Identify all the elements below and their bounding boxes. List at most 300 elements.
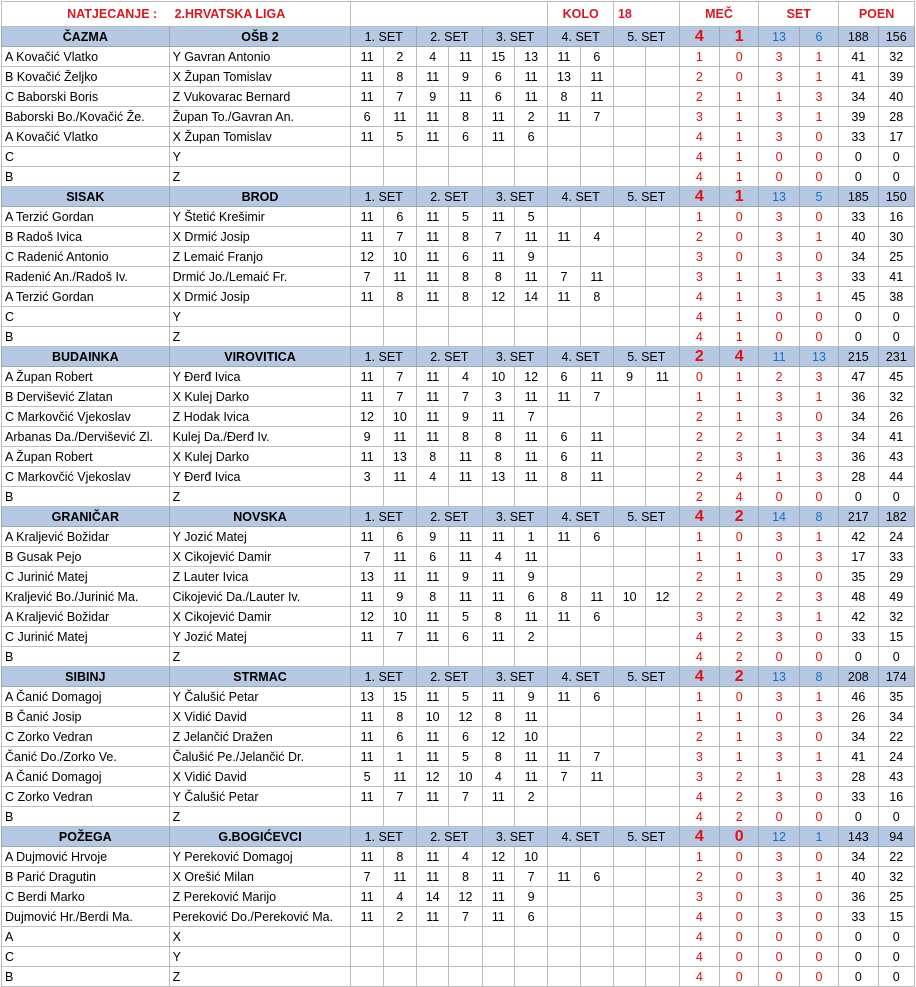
away-player: Y Čalušić Petar: [169, 687, 351, 707]
set-score: [646, 607, 679, 627]
running-match-home: 1: [679, 547, 719, 567]
sets-total-home: 13: [759, 27, 799, 47]
game-sets-away: 0: [799, 807, 838, 827]
set-score: 6: [383, 527, 416, 547]
game-sets-home: 0: [759, 707, 799, 727]
set-score: 11: [417, 747, 449, 767]
game-row: [2, 867, 915, 887]
set-score: 11: [417, 287, 449, 307]
game-sets-home: 3: [759, 127, 799, 147]
set-score: 11: [482, 527, 514, 547]
game-sets-away: 1: [799, 387, 838, 407]
home-player: A Dujmović Hrvoje: [2, 847, 170, 867]
home-player: B Dervišević Zlatan: [2, 387, 170, 407]
home-player: B Parić Dragutin: [2, 867, 170, 887]
game-row: [2, 107, 915, 127]
game-sets-away: 0: [799, 327, 838, 347]
game-row: [2, 927, 915, 947]
running-match-home: 4: [679, 307, 719, 327]
game-row: [2, 527, 915, 547]
set-header: 3. SET: [482, 187, 548, 207]
away-player: Z Vukovarac Bernard: [169, 87, 351, 107]
results-table: [1, 1, 915, 987]
game-sets-away: 0: [799, 847, 838, 867]
set-score: 8: [482, 607, 514, 627]
game-sets-away: 1: [799, 867, 838, 887]
game-points-home: 36: [839, 447, 878, 467]
set-header: 5. SET: [613, 347, 679, 367]
set-score: 11: [417, 387, 449, 407]
set-score: [613, 327, 645, 347]
set-score: [417, 327, 449, 347]
sets-total-away: 1: [799, 827, 838, 847]
set-score: [613, 207, 645, 227]
away-team: OŠB 2: [169, 27, 351, 47]
game-row: [2, 147, 915, 167]
set-score: [646, 107, 679, 127]
game-sets-home: 3: [759, 567, 799, 587]
set-header: 3. SET: [482, 667, 548, 687]
set-score: [613, 387, 645, 407]
set-score: 9: [351, 427, 383, 447]
game-sets-home: 1: [759, 87, 799, 107]
set-score: 10: [383, 407, 416, 427]
set-score: 6: [580, 867, 613, 887]
set-score: 11: [580, 427, 613, 447]
set-score: [613, 627, 645, 647]
set-score: 11: [548, 227, 580, 247]
set-score: [417, 307, 449, 327]
set-score: 8: [449, 267, 482, 287]
game-points-home: 28: [839, 767, 878, 787]
set-score: 11: [351, 387, 383, 407]
set-score: 11: [351, 787, 383, 807]
set-score: 4: [449, 367, 482, 387]
set-score: 8: [548, 87, 580, 107]
set-score: 5: [449, 607, 482, 627]
set-score: 10: [514, 727, 547, 747]
running-match-away: 2: [720, 427, 759, 447]
set-score: 11: [417, 427, 449, 447]
game-points-home: 28: [839, 467, 878, 487]
set-score: 4: [383, 887, 416, 907]
set-score: 11: [351, 747, 383, 767]
game-points-home: 0: [839, 147, 878, 167]
set-header: 5. SET: [613, 27, 679, 47]
home-player: A Čanić Domagoj: [2, 767, 170, 787]
match-header-row: [2, 667, 915, 687]
set-score: 11: [548, 747, 580, 767]
away-team: NOVSKA: [169, 507, 351, 527]
set-score: 11: [482, 587, 514, 607]
set-score: 6: [580, 607, 613, 627]
set-score: 11: [351, 887, 383, 907]
game-sets-away: 0: [799, 207, 838, 227]
game-sets-home: 1: [759, 427, 799, 447]
running-match-away: 4: [720, 487, 759, 507]
set-score: 10: [383, 607, 416, 627]
game-points-home: 33: [839, 127, 878, 147]
game-points-away: 16: [878, 207, 914, 227]
running-match-home: 0: [679, 367, 719, 387]
set-score: 11: [580, 87, 613, 107]
away-player: X Vidić David: [169, 707, 351, 727]
game-sets-away: 1: [799, 107, 838, 127]
set-score: [646, 867, 679, 887]
running-match-away: 0: [720, 227, 759, 247]
set-score: [514, 927, 547, 947]
game-sets-away: 0: [799, 147, 838, 167]
home-player: C Radenić Antonio: [2, 247, 170, 267]
game-sets-away: 3: [799, 547, 838, 567]
game-points-away: 0: [878, 947, 914, 967]
set-score: 11: [514, 227, 547, 247]
game-sets-home: 1: [759, 267, 799, 287]
set-score: 11: [351, 287, 383, 307]
match-score-home: 4: [679, 187, 719, 207]
game-sets-away: 0: [799, 167, 838, 187]
set-score: [580, 927, 613, 947]
home-player: Arbanas Da./Dervišević Zl.: [2, 427, 170, 447]
set-score: [417, 167, 449, 187]
set-score: 11: [351, 127, 383, 147]
game-row: [2, 787, 915, 807]
away-player: X Drmić Josip: [169, 287, 351, 307]
game-row: [2, 227, 915, 247]
game-points-away: 0: [878, 327, 914, 347]
match-score-home: 4: [679, 827, 719, 847]
set-score: 8: [417, 587, 449, 607]
set-score: [646, 647, 679, 667]
away-player: Z: [169, 487, 351, 507]
game-sets-home: 3: [759, 207, 799, 227]
game-points-home: 0: [839, 307, 878, 327]
set-score: 10: [383, 247, 416, 267]
set-score: [351, 147, 383, 167]
running-match-home: 1: [679, 387, 719, 407]
game-points-away: 49: [878, 587, 914, 607]
set-score: 11: [383, 567, 416, 587]
game-row: [2, 247, 915, 267]
set-score: 6: [449, 727, 482, 747]
set-header: 2. SET: [417, 27, 483, 47]
running-match-away: 1: [720, 267, 759, 287]
game-row: [2, 747, 915, 767]
set-score: [417, 947, 449, 967]
running-match-away: 1: [720, 567, 759, 587]
set-score: [580, 907, 613, 927]
running-match-away: 0: [720, 927, 759, 947]
running-match-home: 3: [679, 747, 719, 767]
set-score: [580, 787, 613, 807]
set-score: [351, 927, 383, 947]
game-sets-home: 3: [759, 787, 799, 807]
game-points-home: 36: [839, 387, 878, 407]
set-score: [383, 147, 416, 167]
set-score: [548, 927, 580, 947]
set-header: 3. SET: [482, 27, 548, 47]
results-body: [2, 2, 915, 987]
set-score: 7: [383, 367, 416, 387]
running-match-home: 4: [679, 807, 719, 827]
set-score: [613, 127, 645, 147]
set-score: 7: [449, 387, 482, 407]
set-score: 11: [514, 707, 547, 727]
sets-total-away: 8: [799, 507, 838, 527]
set-score: [548, 407, 580, 427]
set-score: 4: [417, 467, 449, 487]
set-score: 11: [580, 67, 613, 87]
points-total-home: 217: [839, 507, 878, 527]
set-score: [613, 247, 645, 267]
set-score: 9: [449, 407, 482, 427]
match-score-away: 4: [720, 347, 759, 367]
set-score: [383, 167, 416, 187]
set-header: 2. SET: [417, 507, 483, 527]
game-points-away: 0: [878, 167, 914, 187]
running-match-away: 1: [720, 147, 759, 167]
running-match-home: 1: [679, 527, 719, 547]
set-score: [646, 947, 679, 967]
set-score: 11: [514, 467, 547, 487]
game-points-away: 25: [878, 887, 914, 907]
away-team: G.BOGIĆEVCI: [169, 827, 351, 847]
game-points-home: 48: [839, 587, 878, 607]
set-header: 3. SET: [482, 827, 548, 847]
game-points-home: 0: [839, 487, 878, 507]
set-score: 5: [449, 207, 482, 227]
game-sets-home: 2: [759, 587, 799, 607]
game-row: [2, 567, 915, 587]
set-score: [548, 207, 580, 227]
away-player: X Cikojević Damir: [169, 547, 351, 567]
set-score: 1: [514, 527, 547, 547]
game-sets-away: 1: [799, 527, 838, 547]
game-points-away: 0: [878, 927, 914, 947]
set-score: 6: [548, 367, 580, 387]
game-points-home: 0: [839, 647, 878, 667]
game-points-home: 42: [839, 607, 878, 627]
game-sets-home: 3: [759, 407, 799, 427]
game-row: [2, 407, 915, 427]
set-score: [548, 567, 580, 587]
running-match-home: 4: [679, 627, 719, 647]
set-score: [383, 487, 416, 507]
game-points-home: 40: [839, 867, 878, 887]
game-points-home: 0: [839, 807, 878, 827]
game-row: [2, 487, 915, 507]
set-score: [646, 407, 679, 427]
set-score: [351, 647, 383, 667]
home-player: A Čanić Domagoj: [2, 687, 170, 707]
game-sets-home: 0: [759, 927, 799, 947]
home-team: SIBINJ: [2, 667, 170, 687]
away-player: Cikojević Da./Lauter Iv.: [169, 587, 351, 607]
set-score: 11: [417, 207, 449, 227]
set-score: 4: [482, 767, 514, 787]
set-score: [482, 487, 514, 507]
set-score: [417, 927, 449, 947]
home-player: A Kraljević Božidar: [2, 527, 170, 547]
set-header: 5. SET: [613, 187, 679, 207]
set-score: 11: [351, 847, 383, 867]
set-score: [580, 487, 613, 507]
set-score: 12: [351, 247, 383, 267]
set-score: [514, 947, 547, 967]
game-points-home: 34: [839, 407, 878, 427]
match-score-away: 1: [720, 27, 759, 47]
set-score: [613, 267, 645, 287]
match-score-home: 4: [679, 27, 719, 47]
running-match-home: 2: [679, 87, 719, 107]
set-score: 6: [548, 447, 580, 467]
home-player: Kraljević Bo./Jurinić Ma.: [2, 587, 170, 607]
set-score: 6: [580, 687, 613, 707]
sets-total-away: 13: [799, 347, 838, 367]
set-score: 11: [449, 467, 482, 487]
set-score: 14: [417, 887, 449, 907]
game-points-home: 46: [839, 687, 878, 707]
set-score: [646, 167, 679, 187]
game-row: [2, 267, 915, 287]
away-player: Z: [169, 327, 351, 347]
game-points-home: 0: [839, 327, 878, 347]
set-score: 11: [383, 767, 416, 787]
match-header-row: [2, 827, 915, 847]
game-points-away: 0: [878, 647, 914, 667]
game-row: [2, 727, 915, 747]
away-player: X Kulej Darko: [169, 387, 351, 407]
set-score: [417, 487, 449, 507]
running-match-home: 2: [679, 727, 719, 747]
game-sets-home: 3: [759, 107, 799, 127]
set-score: [580, 247, 613, 267]
game-sets-away: 1: [799, 287, 838, 307]
set-score: 4: [449, 847, 482, 867]
set-score: 6: [417, 547, 449, 567]
game-sets-away: 0: [799, 947, 838, 967]
set-label: SET: [759, 2, 839, 27]
set-score: 8: [449, 227, 482, 247]
running-match-home: 3: [679, 247, 719, 267]
set-score: 11: [482, 127, 514, 147]
set-score: 11: [351, 227, 383, 247]
set-score: 11: [417, 847, 449, 867]
round-number: 18: [613, 2, 679, 27]
set-score: [482, 927, 514, 947]
game-sets-home: 3: [759, 867, 799, 887]
set-score: [548, 127, 580, 147]
set-score: 8: [548, 467, 580, 487]
game-sets-home: 3: [759, 687, 799, 707]
set-score: 12: [449, 887, 482, 907]
set-score: 7: [351, 267, 383, 287]
home-player: Baborski Bo./Kovačić Že.: [2, 107, 170, 127]
set-score: [548, 907, 580, 927]
running-match-away: 2: [720, 647, 759, 667]
set-score: [646, 427, 679, 447]
set-score: 8: [449, 107, 482, 127]
game-points-away: 34: [878, 707, 914, 727]
set-score: 6: [580, 527, 613, 547]
match-score-away: 1: [720, 187, 759, 207]
set-score: [449, 647, 482, 667]
set-score: 12: [417, 767, 449, 787]
game-points-away: 39: [878, 67, 914, 87]
set-score: [613, 787, 645, 807]
game-points-home: 33: [839, 627, 878, 647]
set-score: [548, 727, 580, 747]
game-sets-home: 3: [759, 387, 799, 407]
set-score: [646, 227, 679, 247]
set-score: 9: [514, 247, 547, 267]
game-points-home: 33: [839, 907, 878, 927]
game-sets-home: 1: [759, 767, 799, 787]
set-score: [580, 547, 613, 567]
set-score: [613, 867, 645, 887]
set-score: [646, 287, 679, 307]
set-score: 11: [514, 427, 547, 447]
set-score: 9: [514, 687, 547, 707]
game-points-home: 0: [839, 927, 878, 947]
game-row: [2, 607, 915, 627]
set-score: 11: [417, 227, 449, 247]
set-score: [613, 527, 645, 547]
set-score: [646, 527, 679, 547]
set-score: [646, 747, 679, 767]
set-score: [449, 967, 482, 987]
set-score: 7: [351, 867, 383, 887]
game-sets-away: 1: [799, 607, 838, 627]
game-sets-home: 3: [759, 607, 799, 627]
game-sets-home: 3: [759, 887, 799, 907]
set-header: 1. SET: [351, 347, 417, 367]
set-score: [514, 307, 547, 327]
set-header: 4. SET: [548, 187, 614, 207]
running-match-home: 2: [679, 587, 719, 607]
home-player: C Berdi Marko: [2, 887, 170, 907]
running-match-away: 0: [720, 47, 759, 67]
match-header-row: [2, 347, 915, 367]
home-player: A Župan Robert: [2, 447, 170, 467]
set-score: 6: [383, 207, 416, 227]
game-points-away: 32: [878, 387, 914, 407]
points-total-away: 231: [878, 347, 914, 367]
set-score: [383, 807, 416, 827]
game-row: [2, 127, 915, 147]
game-points-away: 33: [878, 547, 914, 567]
set-score: [646, 907, 679, 927]
set-score: 7: [449, 787, 482, 807]
game-sets-away: 0: [799, 887, 838, 907]
points-total-home: 208: [839, 667, 878, 687]
set-score: [613, 967, 645, 987]
running-match-home: 2: [679, 427, 719, 447]
set-score: [646, 687, 679, 707]
set-score: 11: [383, 547, 416, 567]
set-score: 15: [383, 687, 416, 707]
game-points-away: 43: [878, 767, 914, 787]
set-score: [613, 567, 645, 587]
set-score: [580, 887, 613, 907]
set-score: [613, 607, 645, 627]
set-score: 7: [482, 227, 514, 247]
set-score: [580, 207, 613, 227]
set-score: 8: [383, 287, 416, 307]
set-score: 10: [613, 587, 645, 607]
game-sets-home: 3: [759, 847, 799, 867]
sets-total-home: 14: [759, 507, 799, 527]
